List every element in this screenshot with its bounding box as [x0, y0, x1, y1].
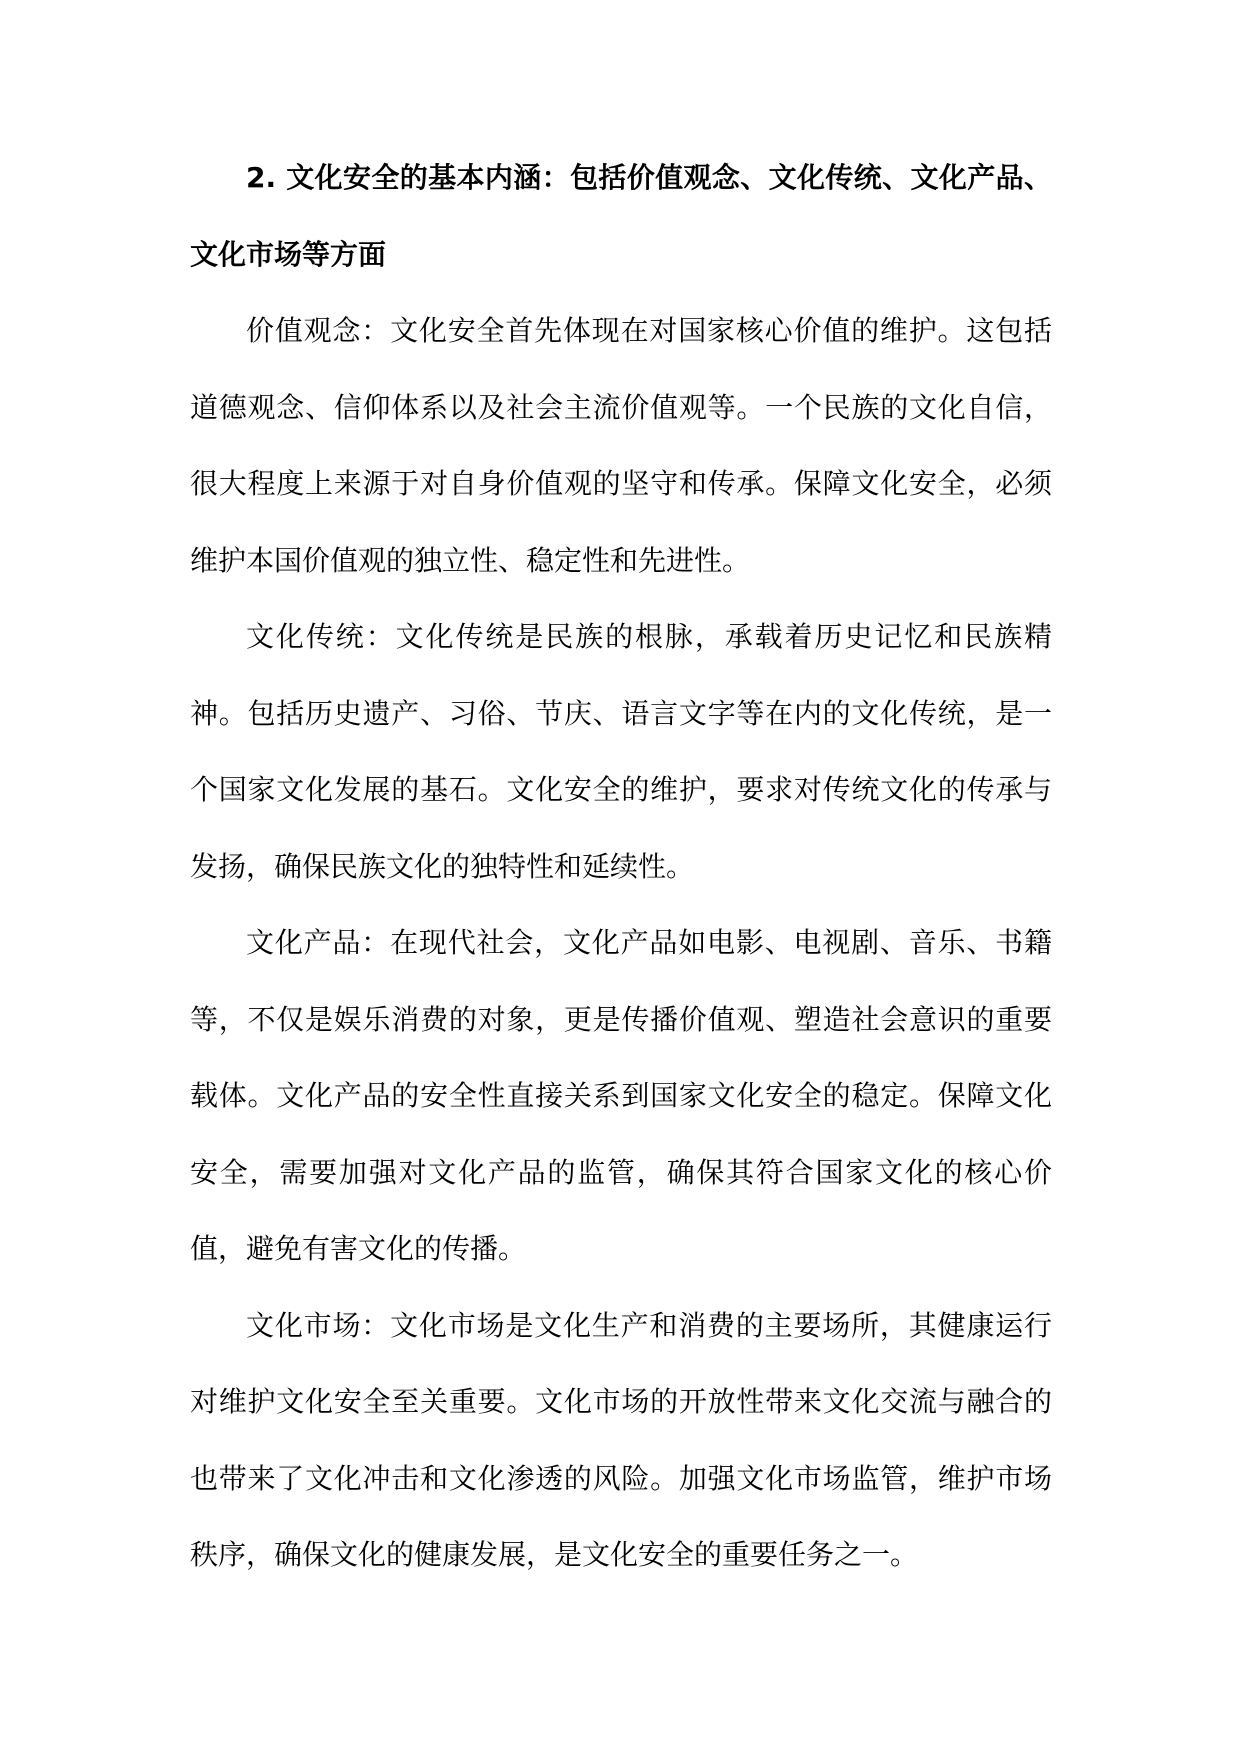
- paragraph-products: 文化产品：在现代社会，文化产品如电影、电视剧、音乐、书籍等，不仅是娱乐消费的对象，更是传播价值观、塑造社会意识的重要载体。文化产品的安全性直接关系到国家文化安全的稳定。保障文化安全，需要加强对文化产品的监管，确保其符合国家文化的核心价值，避免有害文化的传播。: [190, 926, 1052, 1265]
- section-heading: 2. 文化安全的基本内涵：包括价值观念、文化传统、文化产品、文化市场等方面: [190, 161, 1052, 271]
- paragraph-market: 文化市场：文化市场是文化生产和消费的主要场所，其健康运行对维护文化安全至关重要。文化市场的开放性带来文化交流与融合的也带来了文化冲击和文化渗透的风险。加强文化市场监管，维护市场秩序，确保文化的健康发展，是文化安全的重要任务之一。: [190, 1308, 1052, 1571]
- document-body: [190, 140, 1052, 1594]
- paragraph-values: 价值观念：文化安全首先体现在对国家核心价值的维护。这包括道德观念、信仰体系以及社会主流价值观等。一个民族的文化自信，很大程度上来源于对自身价值观的坚守和传承。保障文化安全，必须维护本国价值观的独立性、稳定性和先进性。: [190, 314, 1052, 577]
- paragraph-traditions: 文化传统：文化传统是民族的根脉，承载着历史记忆和民族精神。包括历史遗产、习俗、节庆、语言文字等在内的文化传统，是一个国家文化发展的基石。文化安全的维护，要求对传统文化的传承与发扬，确保民族文化的独特性和延续性。: [190, 620, 1052, 883]
